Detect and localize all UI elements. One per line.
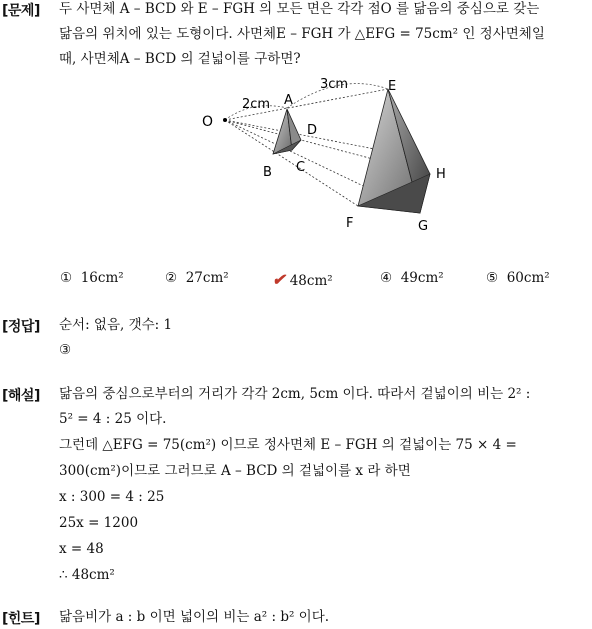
check-mark-icon: ✔	[272, 270, 286, 289]
choice-4-text: 49cm²	[400, 270, 444, 286]
choice-2[interactable]	[165, 270, 229, 286]
answer-line-2: ③	[59, 342, 72, 358]
problem-line-3: 때, 사면체A – BCD 의 겉넓이를 구하면?	[59, 51, 301, 67]
choice-5[interactable]	[486, 270, 550, 286]
solution-line-1: 닮음의 중심으로부터의 거리가 각각 2cm, 5cm 이다. 따라서 겉넓이의 비는 2² :	[59, 386, 531, 402]
label-D: D	[307, 123, 318, 138]
label-O: O	[202, 114, 214, 130]
problem-label: [문제]	[2, 3, 40, 19]
answer-line-1: 순서: 없음, 갯수: 1	[59, 317, 173, 333]
solution-label: [해설]	[2, 388, 40, 404]
choice-4-number: ④	[380, 270, 393, 286]
solution-line-8: ∴ 48cm²	[59, 567, 115, 583]
hint-label: [힌트]	[2, 611, 40, 627]
solution-line-4: 300(cm²)이므로 그러므로 A – BCD 의 겉넓이를 x 라 하면	[59, 463, 411, 479]
choice-3-text: 48cm²	[289, 273, 333, 289]
choice-4[interactable]	[380, 270, 444, 286]
distance-3cm-label: 3cm	[320, 77, 349, 92]
label-E: E	[388, 79, 397, 94]
choice-1-text: 16cm²	[80, 270, 124, 286]
solution-line-2: 5² = 4 : 25 이다.	[59, 411, 167, 427]
label-A: A	[284, 93, 293, 108]
problem-line-2: 닮음의 위치에 있는 도형이다. 사면체E – FGH 가 △EFG = 75cm² 인 정사면체일	[59, 26, 545, 42]
problem-line-1: 두 사면체 A – BCD 와 E – FGH 의 모든 면은 각각 점O 를 닮음의 중심으로 갖는	[59, 1, 540, 17]
choice-5-text: 60cm²	[506, 270, 550, 286]
hint-line: 닮음비가 a : b 이면 넓이의 비는 a² : b² 이다.	[59, 609, 330, 625]
solution-line-7: x = 48	[59, 541, 104, 557]
solution-line-6: 25x = 1200	[59, 515, 139, 531]
choice-2-number: ②	[165, 270, 178, 286]
solution-line-3: 그런데 △EFG = 75(cm²) 이므로 정사면체 E – FGH 의 겉넓이는 75 × 4 =	[59, 437, 517, 453]
label-H: H	[436, 167, 446, 182]
distance-2cm-label: 2cm	[242, 97, 271, 112]
choice-2-text: 27cm²	[185, 270, 229, 286]
label-B: B	[263, 165, 272, 180]
label-G: G	[418, 219, 429, 234]
choice-5-number: ⑤	[486, 270, 499, 286]
choice-1-number: ①	[60, 270, 73, 286]
tetrahedron-similarity-figure	[190, 72, 460, 240]
solution-line-5: x : 300 = 4 : 25	[59, 489, 165, 505]
label-C: C	[296, 160, 306, 175]
choice-1[interactable]	[60, 270, 124, 286]
choice-3[interactable]	[272, 270, 333, 289]
label-F: F	[346, 216, 354, 231]
answer-label: [정답]	[2, 319, 40, 335]
